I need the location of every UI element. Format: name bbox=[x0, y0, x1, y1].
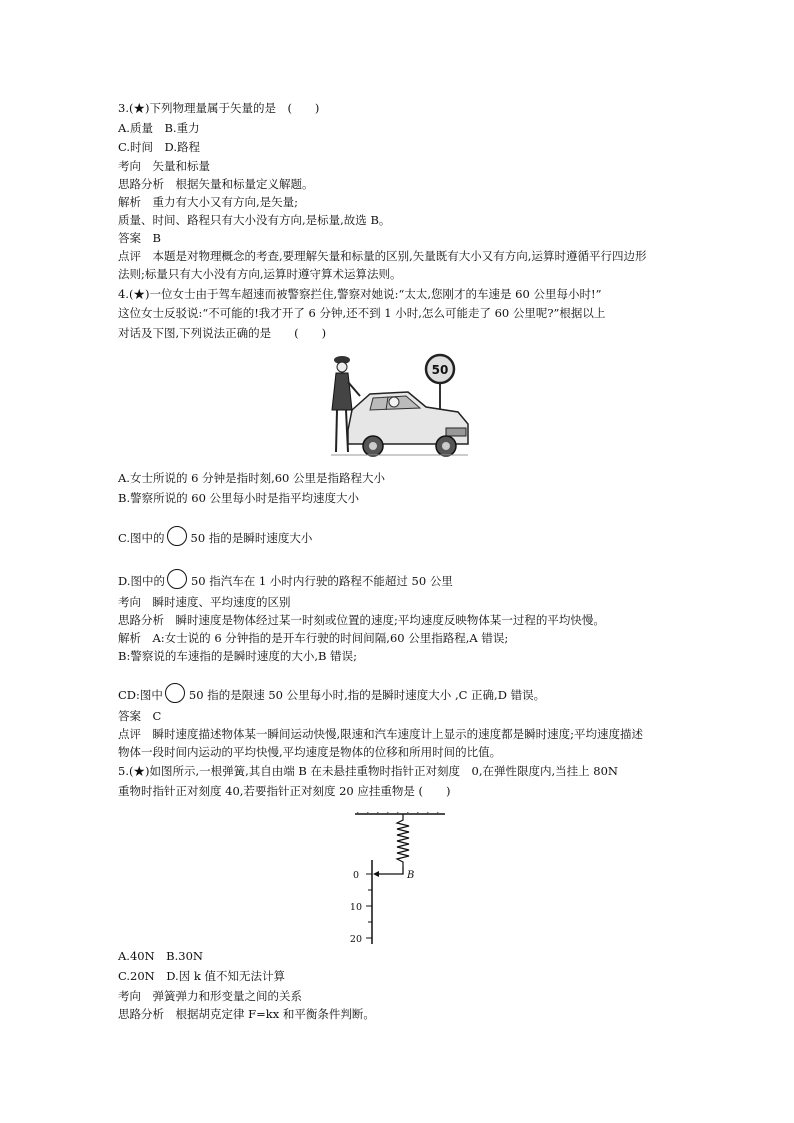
q4-solution-3-suffix: 50 指的是限速 50 公里每小时,指的是瞬时速度大小 ,C 正确,D 错误。 bbox=[188, 688, 546, 702]
circle-sign-icon bbox=[167, 526, 187, 546]
q4-stem-3: 对话及下图,下列说法正确的是 ( ) bbox=[118, 326, 327, 340]
q5-stem-1: 5.(★)如图所示,一根弹簧,其自由端 B 在未悬挂重物时指针正对刻度 0,在弹性限度内,当挂上 80N bbox=[118, 764, 618, 778]
q3-options-cd: C.时间 D.路程 bbox=[118, 140, 201, 154]
end-label-b: B bbox=[407, 870, 415, 881]
q5-options-ab: A.40N B.30N bbox=[118, 949, 203, 963]
q3-answer: 答案 B bbox=[118, 231, 161, 245]
spring-scale-diagram bbox=[345, 812, 455, 947]
tick-label-20: 20 bbox=[349, 934, 362, 945]
q4-stem-2: 这位女士反驳说:“不可能的!我才开了 6 分钟,还不到 1 小时,怎么可能走了 60 公里呢?”根据以上 bbox=[118, 306, 606, 320]
q4-stem-1: 4.(★)一位女士由于驾车超速而被警察拦住,警察对她说:“太太,您刚才的车速是 60 公里每小时!” bbox=[118, 287, 602, 301]
q4-option-b: B.警察所说的 60 公里每小时是指平均速度大小 bbox=[118, 491, 360, 505]
q4-option-d bbox=[118, 569, 453, 589]
q3-solution-1: 解析 重力有大小又有方向,是矢量; bbox=[118, 195, 299, 209]
q5-options-cd: C.20N D.因 k 值不知无法计算 bbox=[118, 969, 285, 983]
q4-solution-1: 解析 A:女士说的 6 分钟指的是开车行驶的时间间隔,60 公里指路程,A 错误; bbox=[118, 631, 509, 645]
q4-analysis: 思路分析 瞬时速度是物体经过某一时刻或位置的速度;平均速度反映物体某一过程的平均快慢。 bbox=[118, 613, 605, 627]
tick-label-10: 10 bbox=[349, 902, 362, 913]
tick-label-0: 0 bbox=[352, 870, 359, 881]
speed-sign-label: 50 bbox=[431, 363, 449, 377]
police-car-illustration bbox=[328, 352, 478, 460]
q4-comment-1: 点评 瞬时速度描述物体某一瞬间运动快慢,限速和汽车速度计上显示的速度都是瞬时速度;平均速度描述 bbox=[118, 727, 644, 741]
q4-solution-3 bbox=[118, 683, 545, 703]
q4-answer: 答案 C bbox=[118, 709, 162, 723]
q4-option-c-suffix: 50 指的是瞬时速度大小 bbox=[190, 531, 313, 545]
q4-solution-3-prefix: CD:图中 bbox=[118, 688, 163, 702]
q4-solution-2: B:警察说的车速指的是瞬时速度的大小,B 错误; bbox=[118, 649, 357, 663]
q4-option-c-prefix: C.图中的 bbox=[118, 531, 165, 545]
circle-sign-icon bbox=[165, 683, 185, 703]
q4-kaoxiang: 考向 瞬时速度、平均速度的区别 bbox=[118, 595, 291, 609]
q4-option-d-prefix: D.图中的 bbox=[118, 574, 165, 588]
q4-option-d-suffix: 50 指汽车在 1 小时内行驶的路程不能超过 50 公里 bbox=[190, 574, 453, 588]
q3-solution-2: 质量、时间、路程只有大小没有方向,是标量,故选 B。 bbox=[118, 213, 391, 227]
q3-stem: 3.(★)下列物理量属于矢量的是 ( ) bbox=[118, 101, 320, 115]
q3-kaoxiang: 考向 矢量和标量 bbox=[118, 159, 210, 173]
q4-comment-2: 物体一段时间内运动的平均快慢,平均速度是物体的位移和所用时间的比值。 bbox=[118, 745, 502, 759]
q3-options-ab: A.质量 B.重力 bbox=[118, 121, 200, 135]
q3-comment-2: 法则;标量只有大小没有方向,运算时遵守算术运算法则。 bbox=[118, 267, 402, 281]
q4-option-c bbox=[118, 526, 312, 546]
circle-sign-icon bbox=[167, 569, 187, 589]
q3-comment-1: 点评 本题是对物理概念的考查,要理解矢量和标量的区别,矢量既有大小又有方向,运算时遵循平行四边形 bbox=[118, 249, 647, 263]
q5-stem-2: 重物时指针正对刻度 40,若要指针正对刻度 20 应挂重物是 ( ) bbox=[118, 784, 451, 798]
q5-analysis: 思路分析 根据胡克定律 F=kx 和平衡条件判断。 bbox=[118, 1007, 375, 1021]
q4-option-a: A.女士所说的 6 分钟是指时刻,60 公里是指路程大小 bbox=[118, 471, 386, 485]
q5-kaoxiang: 考向 弹簧弹力和形变量之间的关系 bbox=[118, 989, 302, 1003]
q3-analysis: 思路分析 根据矢量和标量定义解题。 bbox=[118, 177, 314, 191]
